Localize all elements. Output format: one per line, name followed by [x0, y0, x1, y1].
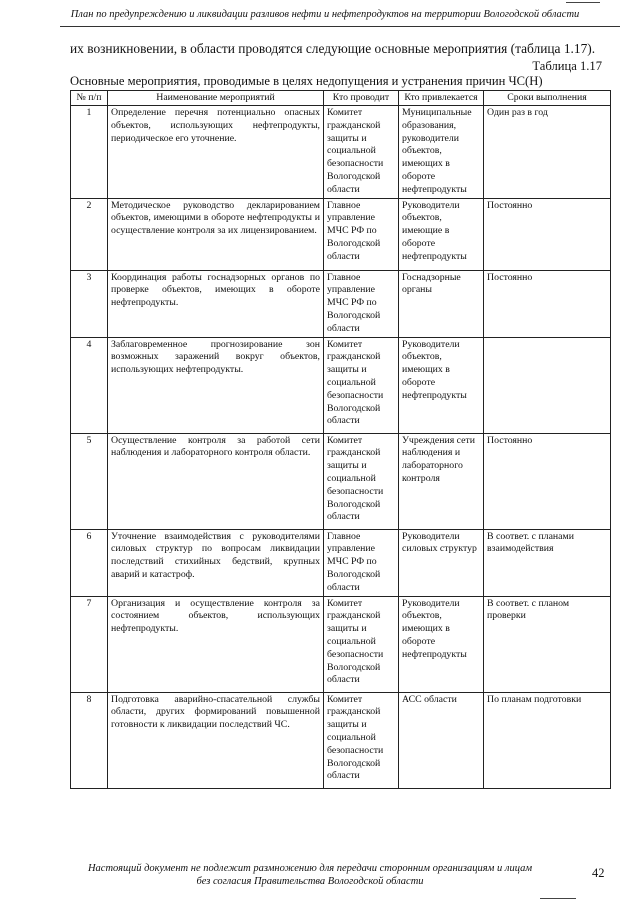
measure-organizer: Комитет гражданской защиты и социальной безопасности Вологодской области — [324, 596, 399, 692]
measure-name: Подготовка аварийно-спасательной службы области, других формирований повышенной готовности к ликвидации последствий ЧС. — [108, 692, 324, 788]
measure-organizer: Главное управление МЧС РФ по Вологодской области — [324, 270, 399, 337]
table-row — [71, 106, 611, 199]
measure-involved: Муниципальные образования, руководители объектов, имеющих в обороте нефтепродукты — [399, 106, 484, 199]
measure-deadline: По планам подготовки — [484, 692, 611, 788]
row-number: 3 — [71, 270, 108, 337]
measure-organizer: Комитет гражданской защиты и социальной безопасности Вологодской области — [324, 692, 399, 788]
measure-involved: Госнадзорные органы — [399, 270, 484, 337]
measure-organizer: Комитет гражданской защиты и социальной безопасности Вологодской области — [324, 106, 399, 199]
table-title: Основные мероприятия, проводимые в целях недопущения и устранения причин ЧС(Н) — [70, 74, 543, 88]
table-row — [71, 529, 611, 596]
table-row — [71, 198, 611, 270]
row-number: 2 — [71, 198, 108, 270]
row-number: 5 — [71, 433, 108, 529]
measure-organizer: Главное управление МЧС РФ по Вологодской области — [324, 198, 399, 270]
row-number: 6 — [71, 529, 108, 596]
measure-deadline: В соответ. с планом проверки — [484, 596, 611, 692]
intro-paragraph: их возникновении, в области проводятся следующие основные мероприятия (таблица 1.17). — [70, 41, 596, 56]
measures-table — [70, 90, 611, 789]
table-row — [71, 270, 611, 337]
header-number: № п/п — [71, 91, 108, 106]
measure-name: Уточнение взаимодействия с руководителями силовых структур по вопросам ликвидации последствий стихийных бедствий, крупных аварий и катастроф. — [108, 529, 324, 596]
measure-deadline — [484, 337, 611, 433]
table-row — [71, 692, 611, 788]
measure-deadline: Постоянно — [484, 270, 611, 337]
measure-involved: Руководители объектов, имеющих в обороте нефтепродукты — [399, 337, 484, 433]
measure-involved: Руководители силовых структур — [399, 529, 484, 596]
measure-name: Координация работы госнадзорных органов по проверке объектов, имеющих в обороте нефтепродукты. — [108, 270, 324, 337]
header-name: Наименование мероприятий — [108, 91, 324, 106]
measure-name: Определение перечня потенциально опасных объектов, использующих нефтепродукты, периодическое его уточнение. — [108, 106, 324, 199]
measure-name: Заблаговременное прогнозирование зон возможных заражений вокруг объектов, использующих нефтепродукты. — [108, 337, 324, 433]
measure-involved: АСС области — [399, 692, 484, 788]
page-number: 42 — [592, 866, 605, 880]
header-divider — [60, 26, 620, 27]
row-number: 4 — [71, 337, 108, 433]
confidentiality-footer — [70, 862, 550, 888]
measure-deadline: Постоянно — [484, 198, 611, 270]
measure-name: Организация и осуществление контроля за состоянием объектов, использующих нефтепродукты. — [108, 596, 324, 692]
top-corner-mark — [566, 2, 600, 3]
row-number: 1 — [71, 106, 108, 199]
row-number: 7 — [71, 596, 108, 692]
measure-organizer: Комитет гражданской защиты и социальной безопасности Вологодской области — [324, 337, 399, 433]
measure-deadline: В соответ. с планами взаимодействия — [484, 529, 611, 596]
measure-involved: Руководители объектов, имеющие в обороте нефтепродукты — [399, 198, 484, 270]
measure-organizer: Комитет гражданской защиты и социальной безопасности Вологодской области — [324, 433, 399, 529]
header-deadline: Сроки выполнения — [484, 91, 611, 106]
measure-organizer: Главное управление МЧС РФ по Вологодской области — [324, 529, 399, 596]
header-involved: Кто привлекается — [399, 91, 484, 106]
footer-line-1: Настоящий документ не подлежит размножению для передачи сторонним организациям и лицам — [87, 863, 533, 874]
measure-name: Методическое руководство декларированием объектов, имеющими в обороте нефтепродукты и осуществление контроля за их лицензированием. — [108, 198, 324, 270]
running-header: План по предупреждению и ликвидации разливов нефти и нефтепродуктов на территории Вологодской области — [70, 9, 580, 20]
table-row — [71, 596, 611, 692]
measure-deadline: Постоянно — [484, 433, 611, 529]
table-header-row — [71, 91, 611, 106]
measure-deadline: Один раз в год — [484, 106, 611, 199]
measure-involved: Учреждения сети наблюдения и лабораторного контроля — [399, 433, 484, 529]
row-number: 8 — [71, 692, 108, 788]
table-row — [71, 433, 611, 529]
footer-line-2: без согласия Правительства Вологодской области — [196, 876, 424, 887]
header-organizer: Кто проводит — [324, 91, 399, 106]
measure-involved: Руководители объектов, имеющих в обороте нефтепродукты — [399, 596, 484, 692]
measure-name: Осуществление контроля за работой сети наблюдения и лабораторного контроля области. — [108, 433, 324, 529]
table-label: Таблица 1.17 — [532, 59, 602, 73]
bottom-corner-mark — [540, 898, 576, 899]
table-row — [71, 337, 611, 433]
